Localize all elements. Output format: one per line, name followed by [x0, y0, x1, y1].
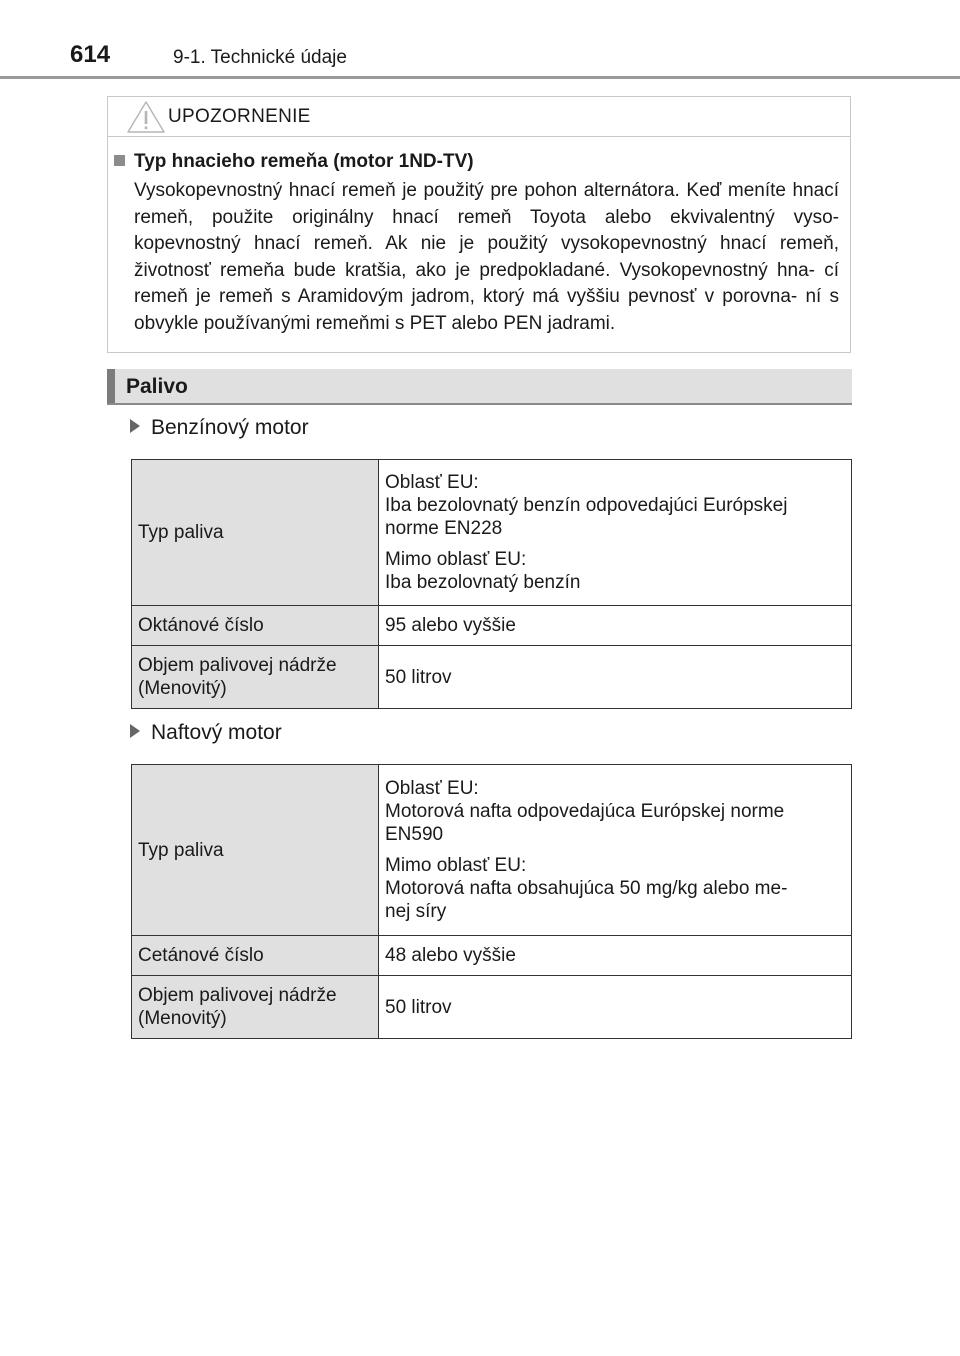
warning-line: Vysokopevnostný hnací remeň je použitý pre pohon alternátora. Keď meníte: [134, 180, 786, 201]
page-number: 614: [70, 41, 111, 68]
tank-capacity-value: 50 litrov: [379, 976, 852, 1039]
warning-subtitle: Typ hnacieho remeňa (motor 1ND-TV): [134, 151, 474, 172]
warning-title: UPOZORNENIE: [168, 106, 311, 127]
bullet-square-icon: [114, 155, 125, 166]
eu-value: Motorová nafta odpovedajúca Európskej norme EN590: [385, 801, 785, 845]
diesel-heading-text: Naftový motor: [151, 721, 282, 744]
warning-triangle-icon: [126, 100, 166, 134]
diesel-heading: [130, 721, 282, 745]
noneu-label: Mimo oblasť EU:: [385, 855, 527, 876]
fuel-type-value: [379, 765, 852, 936]
chapter-title: 9-1. Technické údaje: [173, 47, 347, 68]
eu-label: Oblasť EU:: [385, 472, 479, 493]
tank-key-line: Objem palivovej nádrže: [138, 985, 337, 1006]
table-row: [132, 606, 852, 646]
noneu-label: Mimo oblasť EU:: [385, 549, 527, 570]
octane-key: Oktánové číslo: [132, 606, 379, 646]
eu-label: Oblasť EU:: [385, 778, 479, 799]
warning-line: hnací remeň, použite originálny hnací remeň Toyota alebo ekvivalentný vyso-: [134, 180, 839, 228]
section-header: [107, 369, 852, 405]
eu-value: Iba bezolovnatý benzín odpovedajúci Európskej norme EN228: [385, 495, 788, 539]
table-row: [132, 936, 852, 976]
warning-text: [134, 178, 839, 338]
petrol-heading: [130, 416, 309, 440]
table-row: [132, 765, 852, 936]
table-row: [132, 976, 852, 1039]
fuel-type-key: Typ paliva: [132, 460, 379, 606]
tank-key-line: Objem palivovej nádrže: [138, 655, 337, 676]
fuel-type-value: [379, 460, 852, 606]
tank-key-line: (Menovitý): [138, 1008, 227, 1029]
noneu-value: nej síry: [385, 901, 447, 922]
header-divider: [0, 76, 960, 79]
warning-line: cí remeň je remeň s Aramidovým jadrom, ktorý má vyššiu pevnosť v porovna-: [134, 259, 839, 308]
petrol-spec-table: [131, 459, 852, 709]
noneu-block: [385, 548, 845, 594]
eu-block: [385, 471, 845, 540]
tank-capacity-value: 50 litrov: [379, 646, 852, 709]
section-title: Palivo: [126, 375, 188, 398]
table-row: [132, 646, 852, 709]
noneu-block: [385, 854, 845, 923]
cetane-value: 48 alebo vyššie: [379, 936, 852, 976]
eu-block: [385, 777, 845, 846]
warning-line: životnosť remeňa bude kratšia, ako je predpokladané. Vysokopevnostný hna-: [134, 259, 816, 281]
tank-capacity-key: [132, 976, 379, 1039]
petrol-heading-text: Benzínový motor: [151, 416, 309, 439]
table-row: [132, 460, 852, 606]
fuel-type-key: Typ paliva: [132, 765, 379, 936]
triangle-bullet-icon: [130, 724, 140, 738]
warning-box: [107, 96, 851, 353]
tank-key-line: (Menovitý): [138, 678, 227, 699]
warning-line: ní s obvykle používanými remeňmi s PET alebo PEN jadrami.: [134, 286, 840, 334]
tank-capacity-key: [132, 646, 379, 709]
section-marker: [107, 369, 115, 403]
diesel-spec-table: [131, 764, 852, 1039]
warning-header: [108, 97, 850, 137]
cetane-key: Cetánové číslo: [132, 936, 379, 976]
noneu-value: Motorová nafta obsahujúca 50 mg/kg alebo me-: [385, 878, 788, 899]
triangle-bullet-icon: [130, 419, 140, 433]
page-header: [0, 0, 960, 80]
octane-value: 95 alebo vyššie: [379, 606, 852, 646]
noneu-value: Iba bezolovnatý benzín: [385, 572, 581, 593]
warning-line: kopevnostný hnací remeň. Ak nie je použitý vysokopevnostný hnací remeň,: [134, 233, 839, 255]
